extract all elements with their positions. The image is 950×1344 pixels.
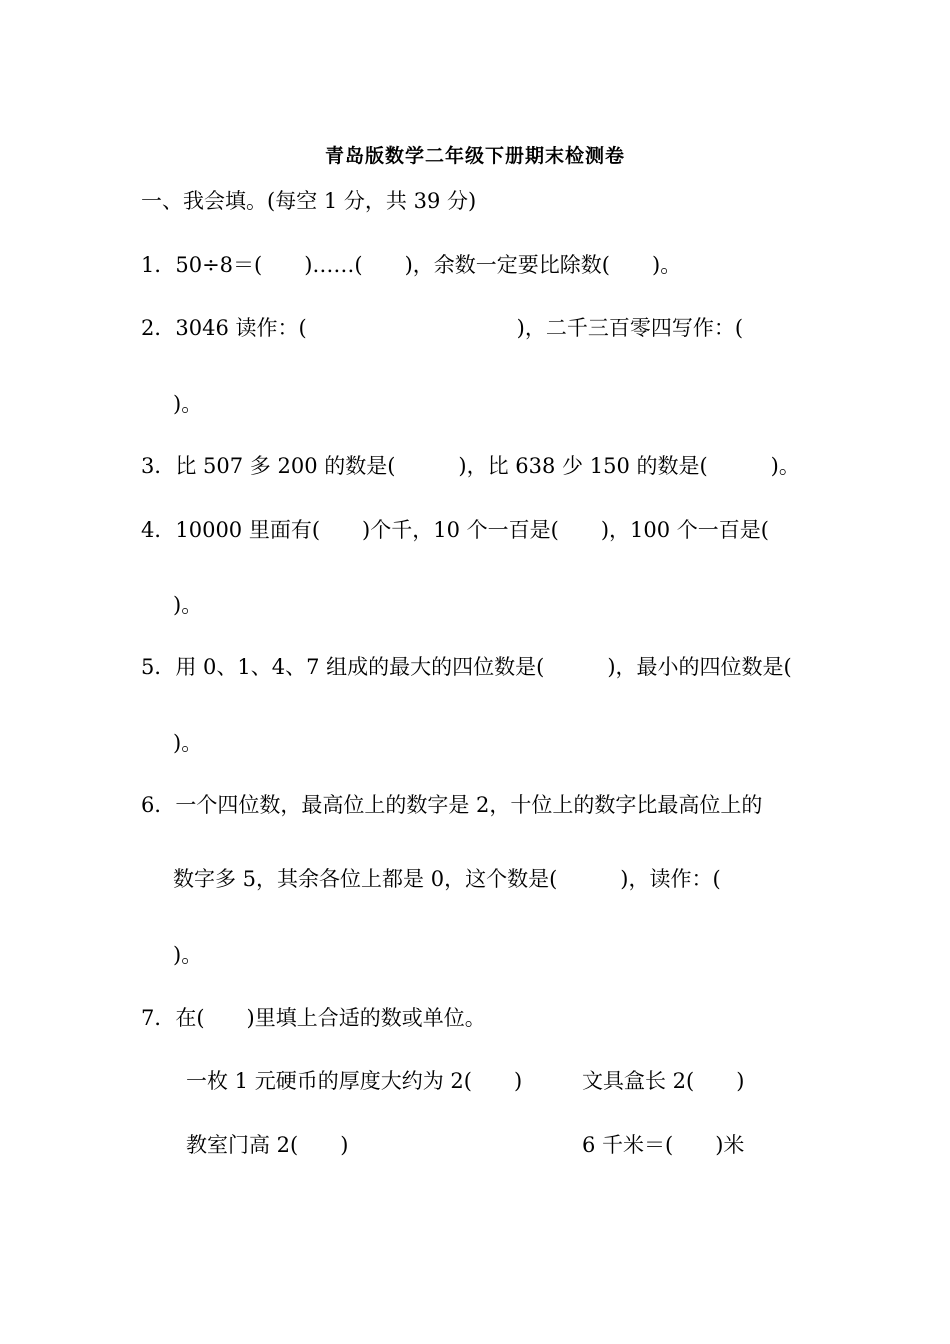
question-4-line-1: 4．10000 里面有( )个千，10 个一百是( )，100 个一百是( [141, 518, 769, 542]
question-4-line-2: )。 [173, 593, 203, 617]
question-7-line-1: 7．在( )里填上合适的数或单位。 [141, 1006, 486, 1030]
question-2-line-1: 2．3046 读作：( )，二千三百零四写作：( [141, 316, 744, 340]
question-2-line-2: )。 [173, 392, 203, 416]
section-heading: 一、我会填。(每空 1 分，共 39 分) [141, 189, 477, 213]
question-3-line-1: 3．比 507 多 200 的数是( )，比 638 少 150 的数是( )。 [141, 454, 800, 478]
question-7-item-door-height: 教室门高 2( ) [186, 1133, 349, 1157]
question-5-line-2: )。 [173, 731, 203, 755]
question-7-item-pencil-box-length: 文具盒长 2( ) [582, 1069, 745, 1093]
question-7-item-km-conversion: 6 千米＝( )米 [582, 1133, 745, 1157]
question-6-line-3: )。 [173, 943, 203, 967]
question-5-line-1: 5．用 0、1、4、7 组成的最大的四位数是( )，最小的四位数是( [141, 655, 792, 679]
question-1-line-1: 1．50÷8＝( )……( )，余数一定要比除数( )。 [141, 253, 682, 277]
question-6-line-1: 6．一个四位数，最高位上的数字是 2，十位上的数字比最高位上的 [141, 793, 763, 817]
question-7-item-coin-thickness: 一枚 1 元硬币的厚度大约为 2( ) [186, 1069, 523, 1093]
question-6-line-2: 数字多 5，其余各位上都是 0，这个数是( )，读作：( [173, 867, 721, 891]
page-title: 青岛版数学二年级下册期末检测卷 [324, 145, 625, 167]
